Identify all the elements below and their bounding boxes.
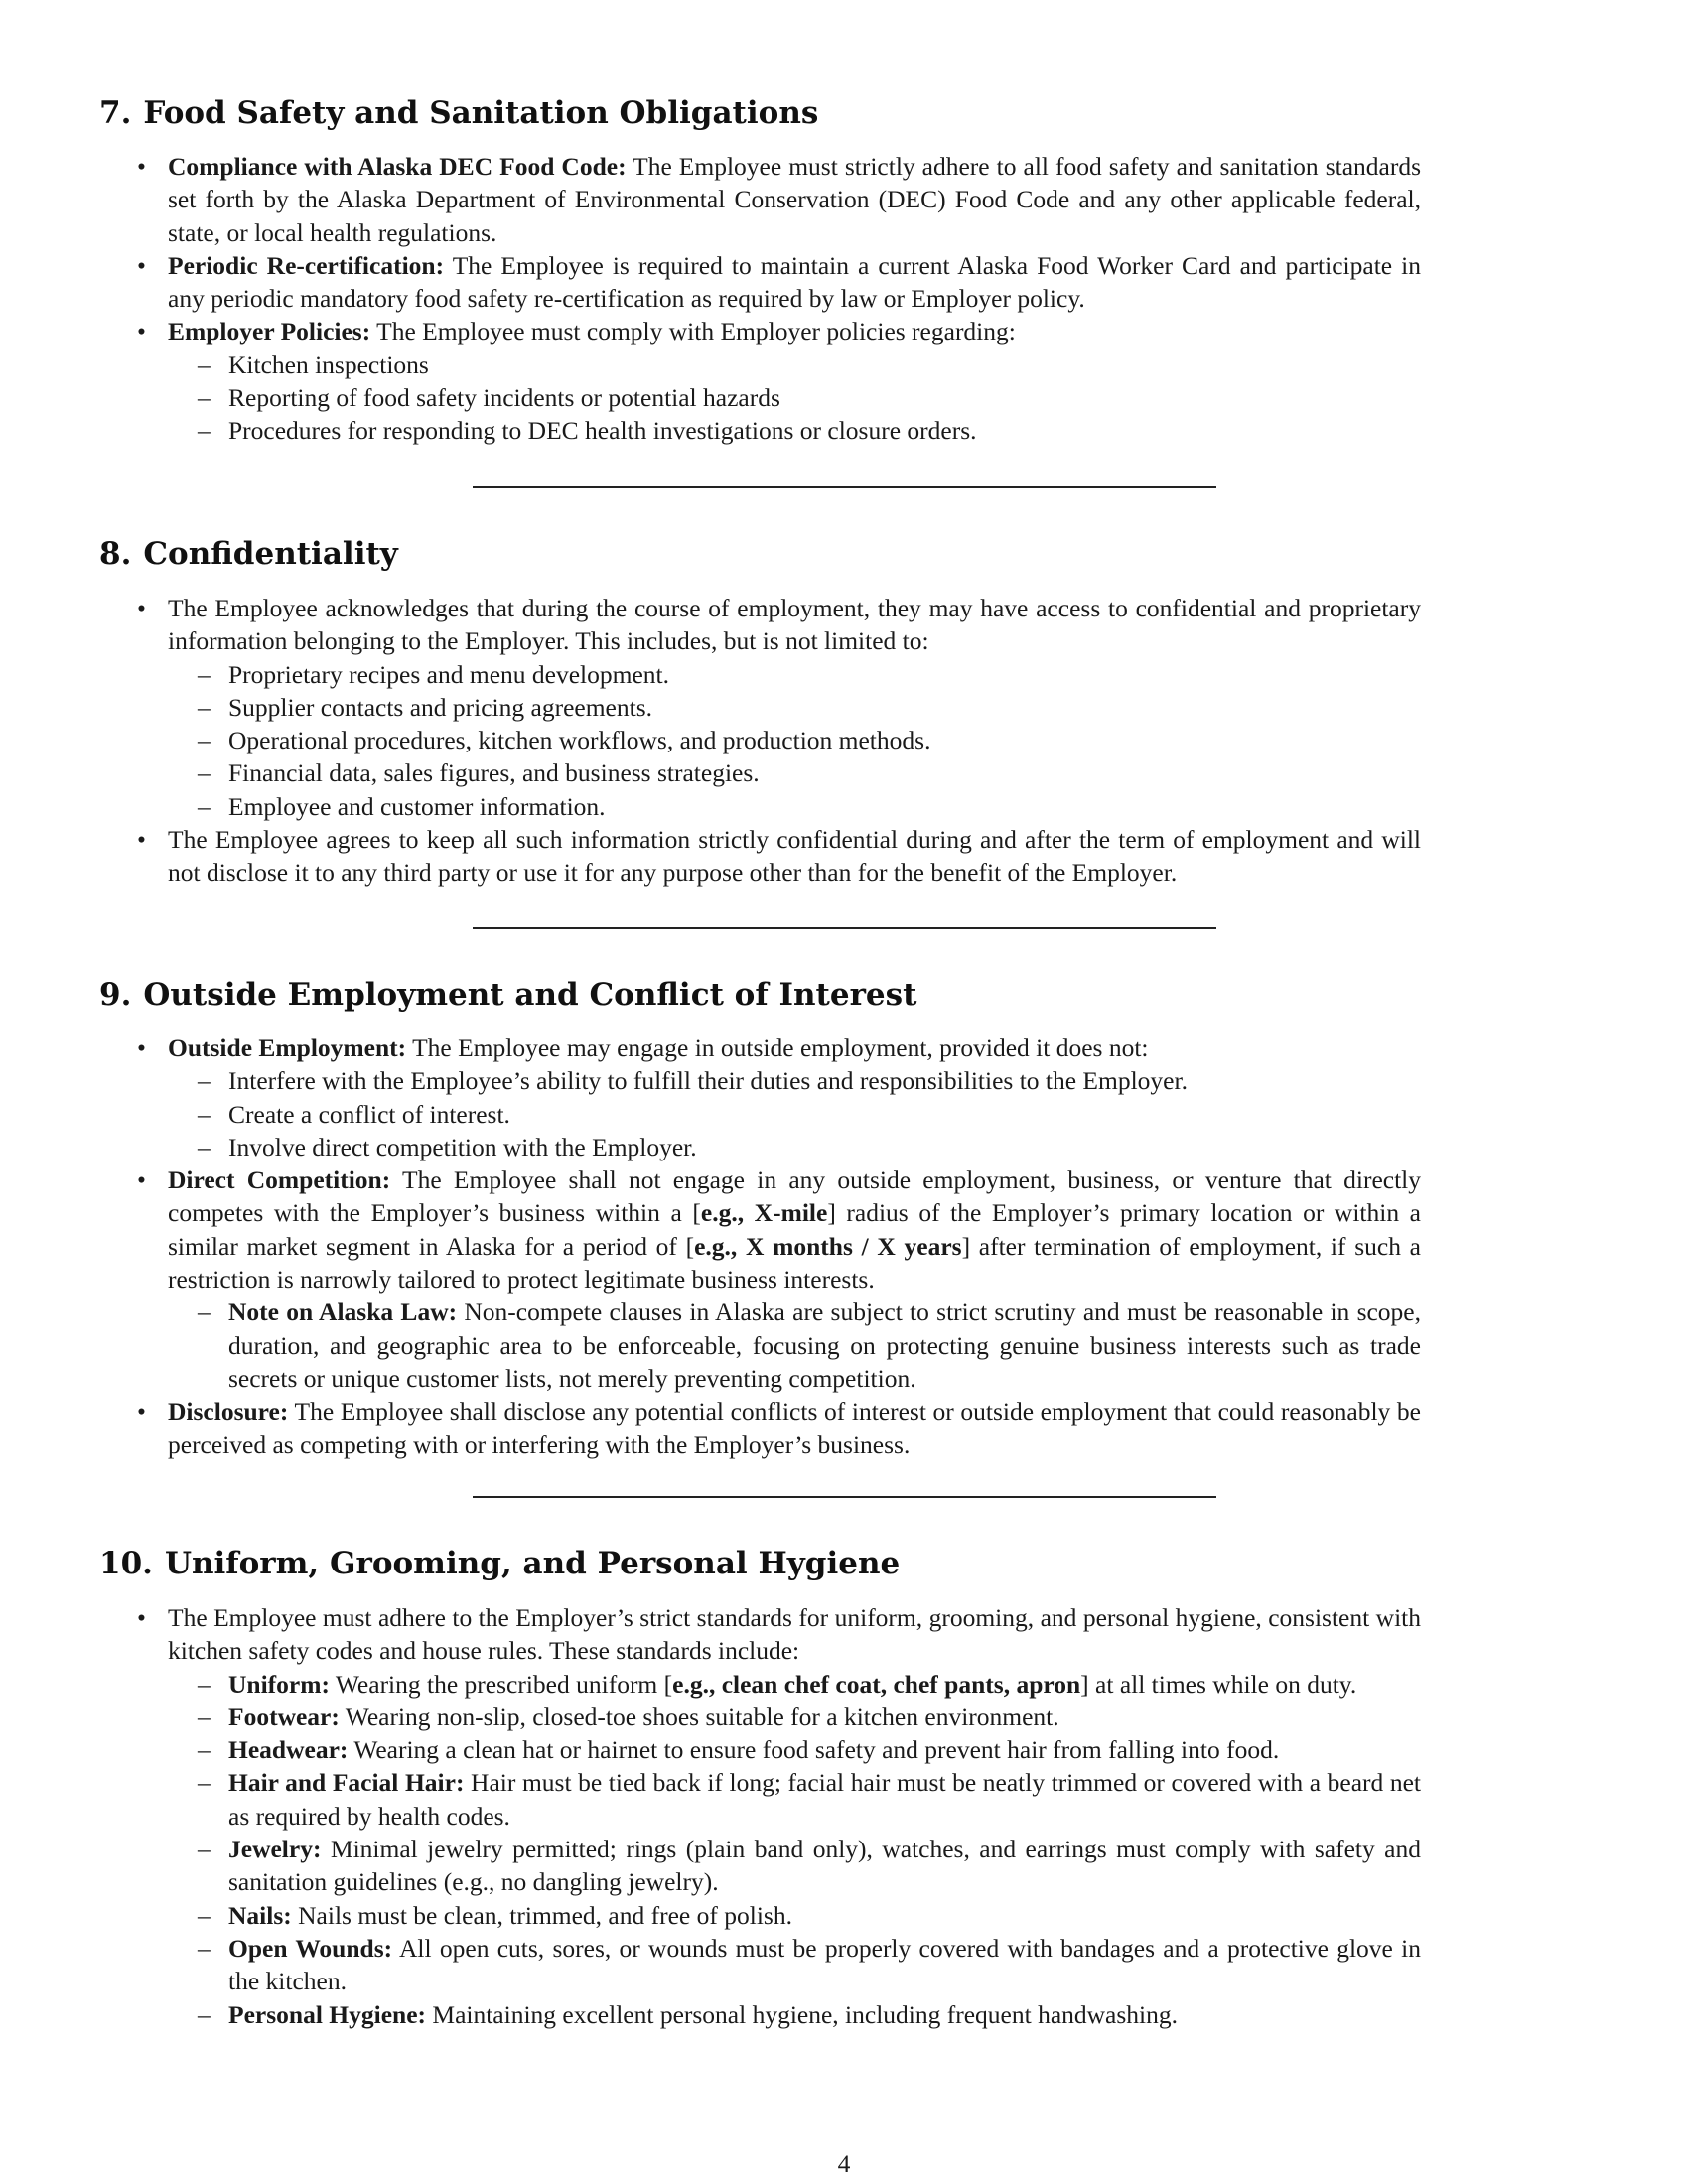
- placeholder-fill: e.g., X months / X years: [694, 1231, 962, 1261]
- bullet-item: [0, 150, 1421, 249]
- section-title: Confidentiality: [143, 536, 398, 572]
- bullet-list: [0, 1601, 1688, 2031]
- section-divider: [473, 927, 1216, 929]
- section-8-body: [0, 592, 1688, 889]
- sub-item-text: Wearing non-slip, closed-toe shoes suitable for a kitchen environment.: [345, 1702, 1059, 1731]
- sub-item-label: Personal Hygiene:: [228, 1999, 427, 2029]
- sub-item: [168, 1733, 1421, 1766]
- sub-item-text: Maintaining excellent personal hygiene, including frequent handwashing.: [432, 1999, 1179, 2029]
- sub-item: – Involve direct competition with the Employer.: [168, 1131, 1421, 1163]
- sub-item: [168, 1668, 1421, 1701]
- sub-item-text: Minimal jewelry permitted; rings (plain band only), watches, and earrings must comply with safety and sanitation guidelines (e.g., no dangling jewelry).: [228, 1835, 1422, 1897]
- section-divider: [473, 486, 1216, 488]
- sub-item: [168, 1766, 1421, 1833]
- sub-item-text: Hair must be tied back if long; facial hair must be neatly trimmed or covered with a beard net as required by health codes.: [228, 1768, 1421, 1831]
- bullet-text: The Employee may engage in outside employment, provided it does not:: [412, 1033, 1149, 1062]
- sub-item: – Interfere with the Employee’s ability to fulfill their duties and responsibilities to the Employer.: [168, 1064, 1421, 1097]
- sub-item-label: Nails:: [228, 1900, 292, 1930]
- bullet-text: The Employee is required to maintain a current Alaska Food Worker Card and participate in any periodic mandatory food safety re-certification as required by law or Employer policy.: [168, 250, 1421, 314]
- bullet-label: Disclosure:: [168, 1397, 289, 1427]
- sub-item: – Proprietary recipes and menu development.: [168, 658, 1421, 691]
- bullet-list: [0, 150, 1688, 448]
- bullet-text: The Employee agrees to keep all such information strictly confidential during and after the term of employment and will not disclose it to any third party or use it for any purpose other than for the benefit of the Employer.: [168, 825, 1421, 887]
- sub-list: [168, 1296, 1421, 1395]
- sub-item-text: Nails must be clean, trimmed, and free of polish.: [298, 1900, 792, 1930]
- sub-item-text: Non-compete clauses in Alaska are subject to strict scrutiny and must be reasonable in scope, duration, and geographic area to be enforceable, focusing on protecting genuine business interests such as trade secrets or unique customer lists, not merely preventing competition.: [228, 1297, 1422, 1393]
- bullet-item: [0, 249, 1421, 316]
- sub-item-label: Headwear:: [228, 1735, 349, 1765]
- bullet-item: [0, 1395, 1421, 1461]
- sub-item: [168, 1701, 1421, 1733]
- bullet-item: [0, 823, 1421, 889]
- section-7-body: [0, 150, 1688, 448]
- bullet-label: Periodic Re-certification:: [168, 250, 445, 280]
- sub-item-label: Footwear:: [228, 1702, 340, 1731]
- sub-item-label: Note on Alaska Law:: [228, 1297, 458, 1327]
- sub-item: – Create a conflict of interest.: [168, 1098, 1421, 1131]
- section-10-heading: [99, 1546, 900, 1581]
- sub-item: [168, 1899, 1421, 1932]
- bullet-text: The Employee must strictly adhere to all food safety and sanitation standards set forth by the Alaska Department of Environmental Conservation (DEC) Food Code and any other applicable federal, state, or local health regulations.: [168, 152, 1421, 247]
- bullet-label: Outside Employment:: [168, 1033, 407, 1062]
- section-title: Outside Employment and Conflict of Interest: [143, 977, 917, 1013]
- bullet-label: Employer Policies:: [168, 317, 371, 346]
- sub-item: [168, 1998, 1421, 2031]
- bullet-item: [0, 1163, 1421, 1395]
- sub-item: [168, 1932, 1421, 1998]
- sub-item-text: Wearing a clean hat or hairnet to ensure food safety and prevent hair from falling into food.: [353, 1735, 1280, 1765]
- sub-item-label: Open Wounds:: [228, 1933, 393, 1963]
- sub-item-text: All open cuts, sores, or wounds must be properly covered with bandages and a protective glove in the kitchen.: [228, 1933, 1421, 1996]
- bullet-item: [0, 315, 1421, 447]
- bullet-text: The Employee shall disclose any potential conflicts of interest or outside employment that could reasonably be perceived as competing with or interfering with the Employer’s business.: [168, 1397, 1421, 1459]
- bullet-list: [0, 592, 1688, 889]
- bullet-text: ] radius of the Employer’s primary location or within a similar market segment in Alaska for a period of [: [168, 1198, 1421, 1261]
- bullet-label: Direct Competition:: [168, 1165, 391, 1195]
- sub-list: [168, 348, 1421, 448]
- sub-item: – Reporting of food safety incidents or potential hazards: [168, 381, 1421, 414]
- page-number: 4: [837, 2149, 851, 2178]
- sub-list: [168, 1064, 1421, 1163]
- sub-item: [168, 1833, 1421, 1899]
- section-number: 9.: [99, 977, 132, 1013]
- sub-item-text: Wearing the prescribed uniform [: [335, 1669, 673, 1699]
- sub-item: – Operational procedures, kitchen workflows, and production methods.: [168, 724, 1421, 756]
- section-divider: [473, 1496, 1216, 1498]
- section-8-heading: [99, 536, 398, 572]
- sub-item-label: Jewelry:: [228, 1835, 322, 1864]
- section-number: 8.: [99, 536, 132, 572]
- bullet-text: ] after termination of employment, if such a restriction is narrowly tailored to protect legitimate business interests.: [168, 1231, 1421, 1295]
- sub-item: – Employee and customer information.: [168, 790, 1421, 823]
- bullet-label: Compliance with Alaska DEC Food Code:: [168, 152, 627, 181]
- sub-item: – Procedures for responding to DEC health investigations or closure orders.: [168, 414, 1421, 447]
- sub-item: [168, 1296, 1421, 1395]
- bullet-item: [0, 1601, 1421, 2031]
- bullet-text: The Employee must comply with Employer policies regarding:: [376, 317, 1016, 346]
- sub-item-text: ] at all times while on duty.: [1080, 1669, 1357, 1699]
- sub-item: – Kitchen inspections: [168, 348, 1421, 381]
- sub-item-label: Hair and Facial Hair:: [228, 1768, 465, 1798]
- bullet-text: The Employee must adhere to the Employer’s strict standards for uniform, grooming, and personal hygiene, consistent with kitchen safety codes and house rules. These standards include:: [168, 1603, 1421, 1666]
- sub-item-label: Uniform:: [228, 1669, 330, 1699]
- bullet-text: The Employee acknowledges that during the course of employment, they may have access to confidential and proprietary information belonging to the Employer. This includes, but is not limited to:: [168, 594, 1421, 656]
- section-10-body: [0, 1601, 1688, 2031]
- placeholder-fill: e.g., X-mile: [700, 1198, 828, 1228]
- section-title: Uniform, Grooming, and Personal Hygiene: [164, 1546, 901, 1581]
- placeholder-fill: e.g., clean chef coat, chef pants, apron: [672, 1669, 1081, 1699]
- section-number: 10.: [99, 1546, 153, 1581]
- section-9-body: [0, 1031, 1688, 1461]
- sub-list: [168, 1668, 1421, 2031]
- bullet-item: [0, 592, 1421, 823]
- section-number: 7.: [99, 95, 132, 131]
- sub-item: – Financial data, sales figures, and business strategies.: [168, 756, 1421, 789]
- sub-item: – Supplier contacts and pricing agreements.: [168, 691, 1421, 724]
- bullet-list: [0, 1031, 1688, 1461]
- section-title: Food Safety and Sanitation Obligations: [143, 95, 819, 131]
- bullet-item: [0, 1031, 1421, 1163]
- section-7-heading: [99, 95, 818, 131]
- sub-list: [168, 658, 1421, 823]
- section-9-heading: [99, 977, 916, 1013]
- bullet-text: The Employee shall not engage in any outside employment, business, or venture that directly competes with the Employer’s business within a [: [168, 1165, 1422, 1228]
